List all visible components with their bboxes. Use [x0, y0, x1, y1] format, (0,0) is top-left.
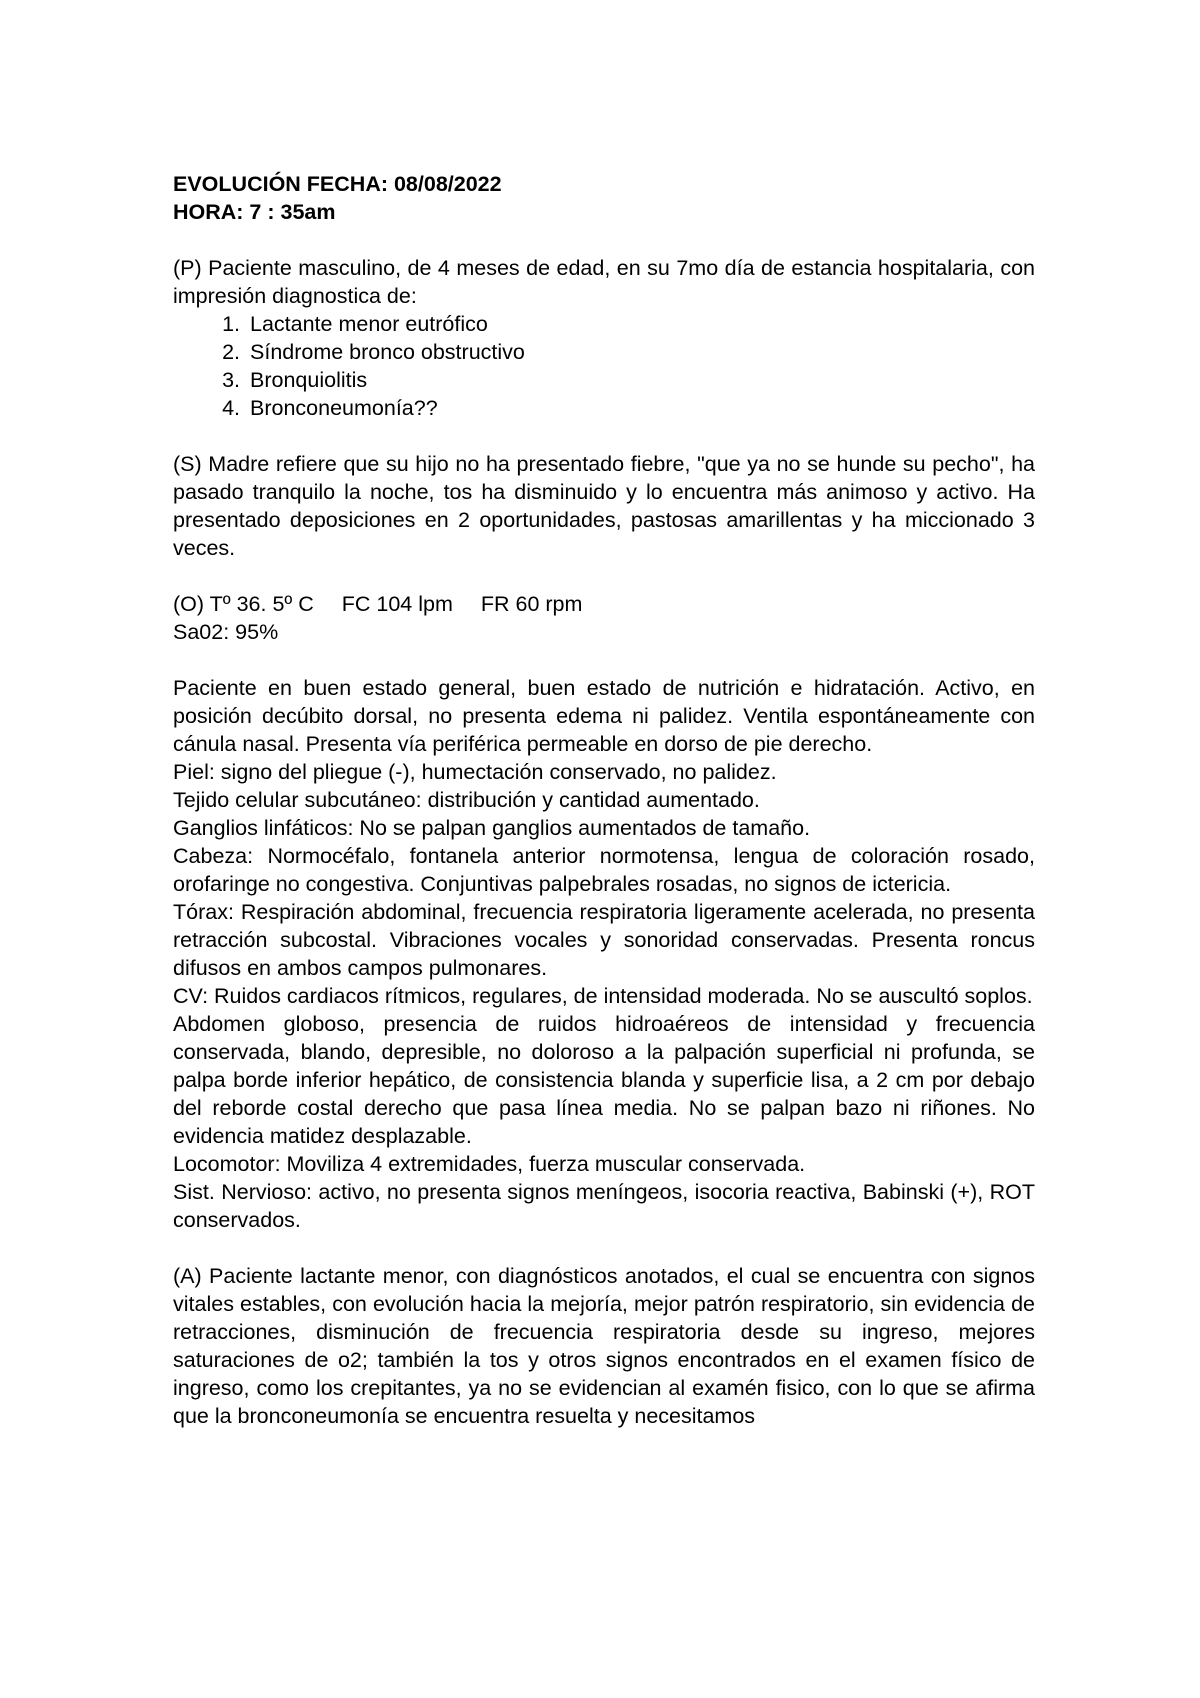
exam-head: Cabeza: Normocéfalo, fontanela anterior normotensa, lengua de coloración rosado, orofaringe no congestiva. Conjuntivas palpebrales rosadas, no signos de ictericia.	[173, 844, 1035, 896]
spacer	[173, 562, 1035, 590]
exam-cardiovascular: CV: Ruidos cardiacos rítmicos, regulares, de intensidad moderada. No se auscultó soplos.	[173, 984, 1033, 1008]
exam-general: Paciente en buen estado general, buen estado de nutrición e hidratación. Activo, en posición decúbito dorsal, no presenta edema ni palidez. Ventila espontáneamente con cánula nasal. Presenta vía periférica permeable en dorso de pie derecho.	[173, 676, 1035, 756]
respiratory-rate-value: FR 60 rpm	[480, 592, 583, 616]
clinical-note-page	[173, 170, 1035, 1430]
diagnosis-item: 2. Síndrome bronco obstructivo	[246, 338, 1035, 366]
assessment-section: (A) Paciente lactante menor, con diagnósticos anotados, el cual se encuentra con signos vitales estables, con evolución hacia la mejoría, mejor patrón respiratorio, sin evidencia de retracciones, disminución de frecuencia respiratoria desde su ingreso, mejores saturaciones de o2; también la tos y otros signos encontrados en el examen físico de ingreso, como los crepitantes, ya no se evidencian al examén fisico, con lo que se afirma que la bronconeumonía se encuentra resuelta y necesitamos	[173, 1264, 1035, 1428]
exam-locomotor: Locomotor: Moviliza 4 extremidades, fuerza muscular conservada.	[173, 1152, 806, 1176]
plan-intro: (P) Paciente masculino, de 4 meses de edad, en su 7mo día de estancia hospitalaria, con impresión diagnostica de:	[173, 256, 1035, 308]
heart-rate-value: FC 104 lpm	[341, 592, 453, 616]
diagnosis-list	[173, 310, 1035, 422]
diagnosis-item: 1. Lactante menor eutrófico	[246, 310, 1035, 338]
spacer	[173, 226, 1035, 254]
spacer	[173, 646, 1035, 674]
exam-skin: Piel: signo del pliegue (-), humectación conservado, no palidez.	[173, 760, 777, 784]
exam-nervous-system: Sist. Nervioso: activo, no presenta signos meníngeos, isocoria reactiva, Babinski (+), ROT conservados.	[173, 1180, 1035, 1232]
exam-abdomen: Abdomen globoso, presencia de ruidos hidroaéreos de intensidad y frecuencia conservada, blando, depresible, no doloroso a la palpación superficial ni profunda, se palpa borde inferior hepático, de consistencia blanda y superficie lisa, a 2 cm por debajo del reborde costal derecho que pasa línea media. No se palpan bazo ni riñones. No evidencia matidez desplazable.	[173, 1012, 1035, 1148]
temperature-value: (O) Tº 36. 5º C	[173, 592, 314, 616]
spacer	[173, 422, 1035, 450]
oxygen-saturation-value: Sa02: 95%	[173, 620, 279, 644]
exam-subcutaneous: Tejido celular subcutáneo: distribución y cantidad aumentado.	[173, 788, 760, 812]
spacer	[173, 1234, 1035, 1262]
diagnosis-item: 4. Bronconeumonía??	[246, 394, 1035, 422]
exam-lymph-nodes: Ganglios linfáticos: No se palpan ganglios aumentados de tamaño.	[173, 816, 811, 840]
diagnosis-item: 3. Bronquiolitis	[246, 366, 1035, 394]
subjective-section: (S) Madre refiere que su hijo no ha presentado fiebre, "que ya no se hunde su pecho", ha pasado tranquilo la noche, tos ha disminuido y lo encuentra más animoso y activo. Ha presentado deposiciones en 2 oportunidades, pastosas amarillentas y ha miccionado 3 veces.	[173, 452, 1035, 560]
exam-thorax: Tórax: Respiración abdominal, frecuencia respiratoria ligeramente acelerada, no presenta retracción subcostal. Vibraciones vocales y sonoridad conservadas. Presenta roncus difusos en ambos campos pulmonares.	[173, 900, 1035, 980]
evolution-time-heading: HORA: 7 : 35am	[173, 200, 336, 224]
evolution-date-heading: EVOLUCIÓN FECHA: 08/08/2022	[173, 172, 502, 196]
vital-signs-line	[173, 590, 1035, 618]
